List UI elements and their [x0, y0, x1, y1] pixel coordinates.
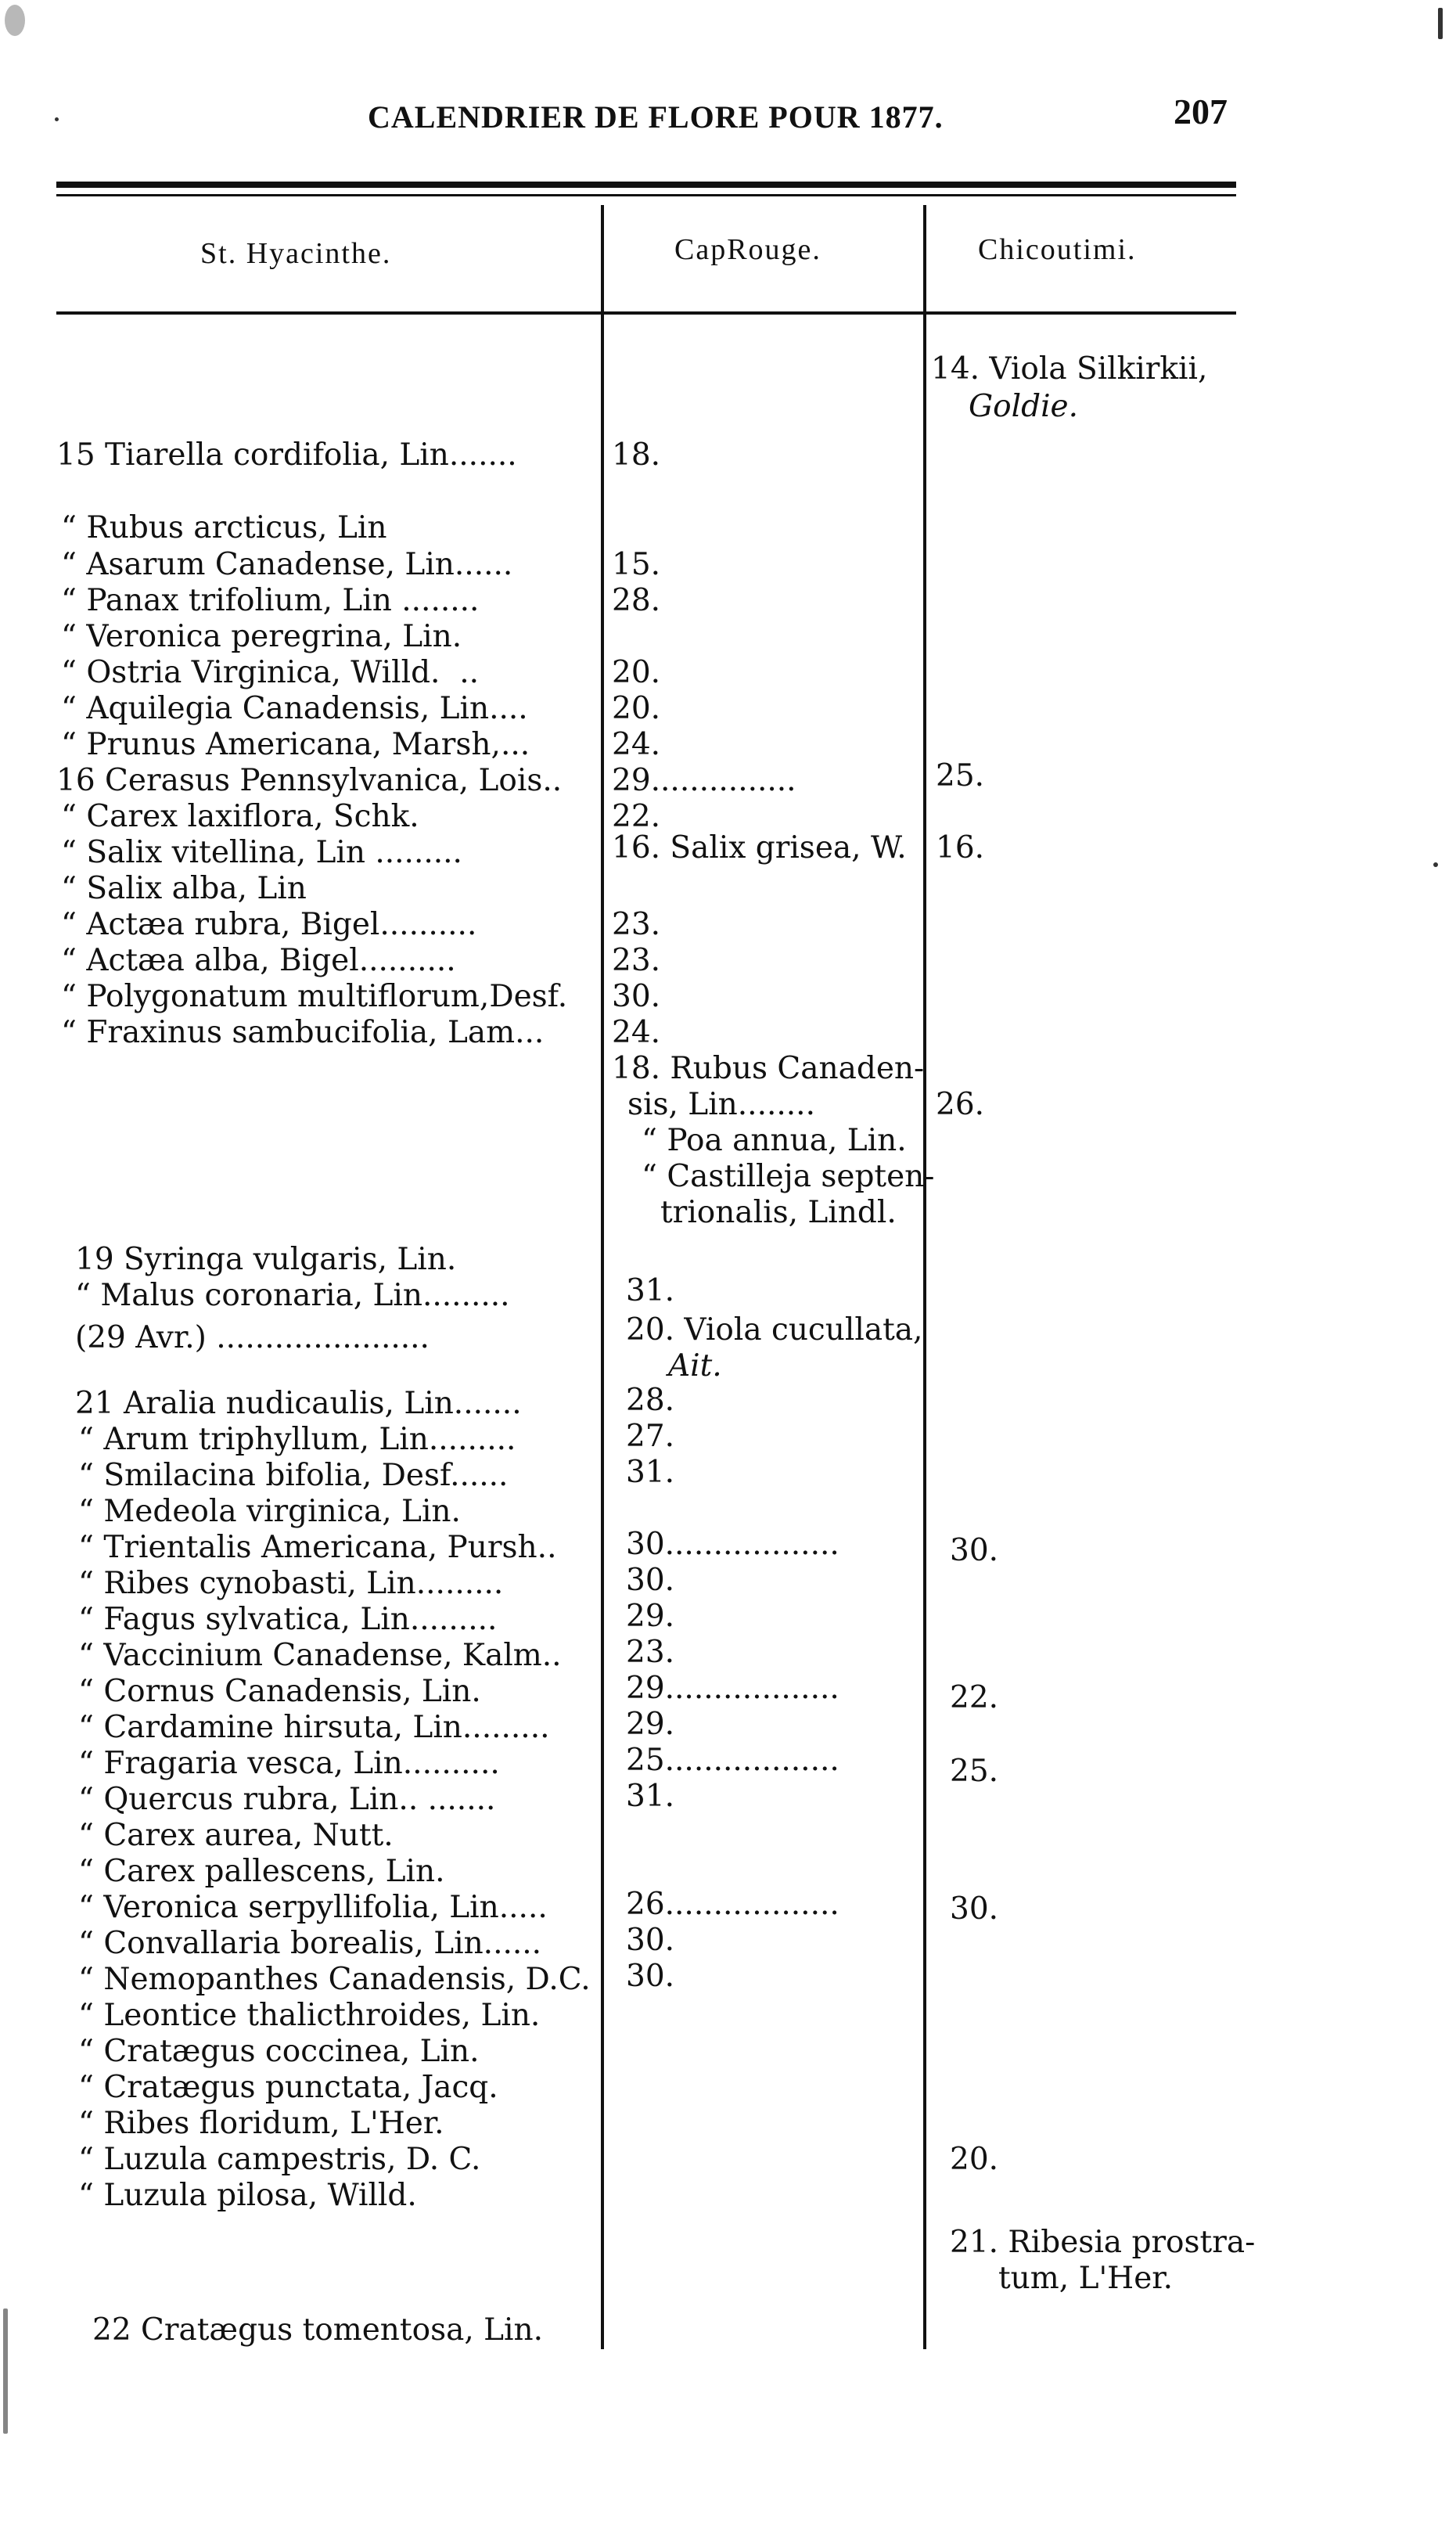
- entry: “ Panax trifolium, Lin ........: [61, 583, 480, 618]
- entry: “ Aquilegia Canadensis, Lin....: [61, 691, 528, 726]
- entry-chicoutimi: 16.: [936, 830, 985, 865]
- scan-speck: [1433, 862, 1438, 867]
- entry: “ Luzula pilosa, Willd.: [78, 2178, 417, 2213]
- entry: “ Ribes floridum, L'Her.: [78, 2106, 444, 2141]
- entry-caprouge: 20.: [612, 691, 661, 726]
- entry-caprouge: 29.: [626, 1707, 675, 1742]
- entry-caprouge: 23.: [612, 907, 661, 942]
- entry-caprouge: 29..................: [626, 1671, 839, 1706]
- entry-chicoutimi-14: 14. Viola Silkirkii,: [931, 351, 1208, 387]
- entry: “ Convallaria borealis, Lin......: [78, 1926, 542, 1961]
- entry: “ Cratægus coccinea, Lin.: [78, 2034, 480, 2069]
- entry: “ Fagus sylvatica, Lin.........: [78, 1602, 498, 1637]
- entry: “ Trientalis Americana, Pursh..: [78, 1530, 557, 1565]
- entry-15-caprouge: 18.: [612, 437, 661, 473]
- entry-caprouge: 31.: [626, 1455, 675, 1490]
- entry-caprouge: 16. Salix grisea, W.: [612, 830, 907, 865]
- entry: “ Cratægus punctata, Jacq.: [78, 2070, 498, 2105]
- entry-caprouge: 28.: [626, 1383, 675, 1418]
- entry: “ Medeola virginica, Lin.: [78, 1494, 461, 1529]
- entry-caprouge: 25..................: [626, 1743, 839, 1778]
- entry-caprouge-cont: trionalis, Lindl.: [660, 1195, 897, 1230]
- entry-caprouge: 22.: [612, 799, 661, 834]
- entry: “ Carex aurea, Nutt.: [78, 1818, 394, 1853]
- entry-15: 15 Tiarella cordifolia, Lin.......: [56, 437, 517, 473]
- entry: “ Leontice thalicthroides, Lin.: [78, 1998, 541, 2033]
- entry: “ Carex laxiflora, Schk.: [61, 799, 419, 834]
- entry-caprouge-20: 20. Viola cucullata,: [626, 1312, 923, 1348]
- entry-caprouge: 27.: [626, 1419, 675, 1454]
- entry: “ Nemopanthes Canadensis, D.C.: [78, 1962, 591, 1997]
- entry-caprouge: 30..................: [626, 1527, 839, 1562]
- entry-16: 16 Cerasus Pennsylvanica, Lois..: [56, 763, 563, 798]
- entry-caprouge: 26..................: [626, 1887, 839, 1922]
- entry-21: 21 Aralia nudicaulis, Lin.......: [75, 1386, 522, 1421]
- entry-caprouge: “ Castilleja septen-: [642, 1159, 935, 1194]
- entry-caprouge: 29.: [626, 1599, 675, 1634]
- entry: “ Salix vitellina, Lin .........: [61, 835, 462, 870]
- entry-caprouge: 20.: [612, 655, 661, 690]
- entry: “ Fraxinus sambucifolia, Lam...: [61, 1015, 545, 1050]
- entry-caprouge: 23.: [612, 943, 661, 978]
- column-divider-2: [923, 205, 926, 2349]
- entry: “ Actæa alba, Bigel..........: [61, 943, 456, 978]
- entry-22: 22 Cratægus tomentosa, Lin.: [92, 2312, 544, 2348]
- column-header-caprouge: CapRouge.: [674, 233, 821, 266]
- column-header-st-hyacinthe: St. Hyacinthe.: [200, 237, 392, 270]
- entry-chicoutimi: 30.: [950, 1891, 999, 1927]
- entry-caprouge: 30.: [626, 1959, 675, 1994]
- entry-caprouge: 24.: [612, 727, 661, 762]
- scan-speck: [55, 117, 59, 121]
- entry: “ Prunus Americana, Marsh,...: [61, 727, 530, 762]
- entry-caprouge: 15.: [612, 547, 661, 582]
- entry-caprouge: 30.: [612, 979, 661, 1014]
- entry-chicoutimi: 25.: [936, 758, 985, 793]
- entry-caprouge: 24.: [612, 1015, 661, 1050]
- running-header: CALENDRIER DE FLORE POUR 1877.: [368, 99, 944, 135]
- entry: “ Luzula campestris, D. C.: [78, 2142, 481, 2177]
- scan-speck: [1438, 8, 1443, 39]
- entry-caprouge: “ Poa annua, Lin.: [642, 1123, 907, 1158]
- entry-chicoutimi: 20.: [950, 2142, 999, 2177]
- top-thin-rule: [56, 194, 1236, 196]
- entry: “ Salix alba, Lin: [61, 871, 307, 906]
- entry: “ Veronica serpyllifolia, Lin.....: [78, 1890, 548, 1925]
- entry-chicoutimi-21: 21. Ribesia prostra-: [950, 2225, 1256, 2260]
- entry: “ Arum triphyllum, Lin.........: [78, 1422, 516, 1457]
- entry-caprouge: 30.: [626, 1923, 675, 1958]
- entry-date-note: (29 Avr.) ......................: [75, 1320, 430, 1355]
- entry-caprouge: 30.: [626, 1563, 675, 1598]
- entry-caprouge: 23.: [626, 1635, 675, 1670]
- entry: “ Polygonatum multiflorum,Desf.: [61, 979, 568, 1014]
- entry: “ Actæa rubra, Bigel..........: [61, 907, 477, 942]
- entry: “ Smilacina bifolia, Desf......: [78, 1458, 509, 1493]
- entry: “ Rubus arcticus, Lin: [61, 510, 387, 545]
- header-bottom-rule: [56, 311, 1236, 315]
- entry-chicoutimi-14-author: Goldie.: [969, 389, 1079, 424]
- entry: “ Ribes cynobasti, Lin.........: [78, 1566, 504, 1601]
- entry: “ Quercus rubra, Lin.. .......: [78, 1782, 496, 1817]
- entry: “ Cardamine hirsuta, Lin.........: [78, 1710, 550, 1745]
- entry: “ Fragaria vesca, Lin..........: [78, 1746, 500, 1781]
- column-divider-1: [601, 205, 604, 2349]
- entry-19: 19 Syringa vulgaris, Lin.: [75, 1242, 457, 1277]
- entry-chicoutimi: 22.: [950, 1680, 999, 1715]
- entry-caprouge: 31.: [626, 1273, 675, 1308]
- entry-chicoutimi: 25.: [950, 1754, 999, 1789]
- entry-caprouge-20-author: Ait.: [668, 1348, 722, 1384]
- entry-chicoutimi: 30.: [950, 1533, 999, 1568]
- top-double-rule: [56, 182, 1236, 188]
- entry: “ Ostria Virginica, Willd. ..: [61, 655, 480, 690]
- entry: “ Vaccinium Canadense, Kalm..: [78, 1638, 562, 1673]
- entry-chicoutimi: 26.: [936, 1087, 985, 1122]
- entry-caprouge-18: 18. Rubus Canaden-: [612, 1051, 925, 1086]
- entry-caprouge: 31.: [626, 1779, 675, 1814]
- entry-caprouge: 28.: [612, 583, 661, 618]
- column-header-chicoutimi: Chicoutimi.: [978, 233, 1137, 266]
- page-number: 207: [1174, 92, 1228, 131]
- scan-speck: [3, 2308, 8, 2434]
- entry: “ Carex pallescens, Lin.: [78, 1854, 445, 1889]
- entry: “ Malus coronaria, Lin.........: [75, 1278, 510, 1313]
- entry-caprouge-18-cont: sis, Lin........: [627, 1087, 815, 1122]
- entry-caprouge: 29...............: [612, 763, 796, 798]
- entry-chicoutimi-21-cont: tum, L'Her.: [998, 2261, 1174, 2296]
- entry: “ Asarum Canadense, Lin......: [61, 547, 513, 582]
- scan-speck: [5, 5, 25, 36]
- entry: “ Cornus Canadensis, Lin.: [78, 1674, 481, 1709]
- entry: “ Veronica peregrina, Lin.: [61, 619, 462, 654]
